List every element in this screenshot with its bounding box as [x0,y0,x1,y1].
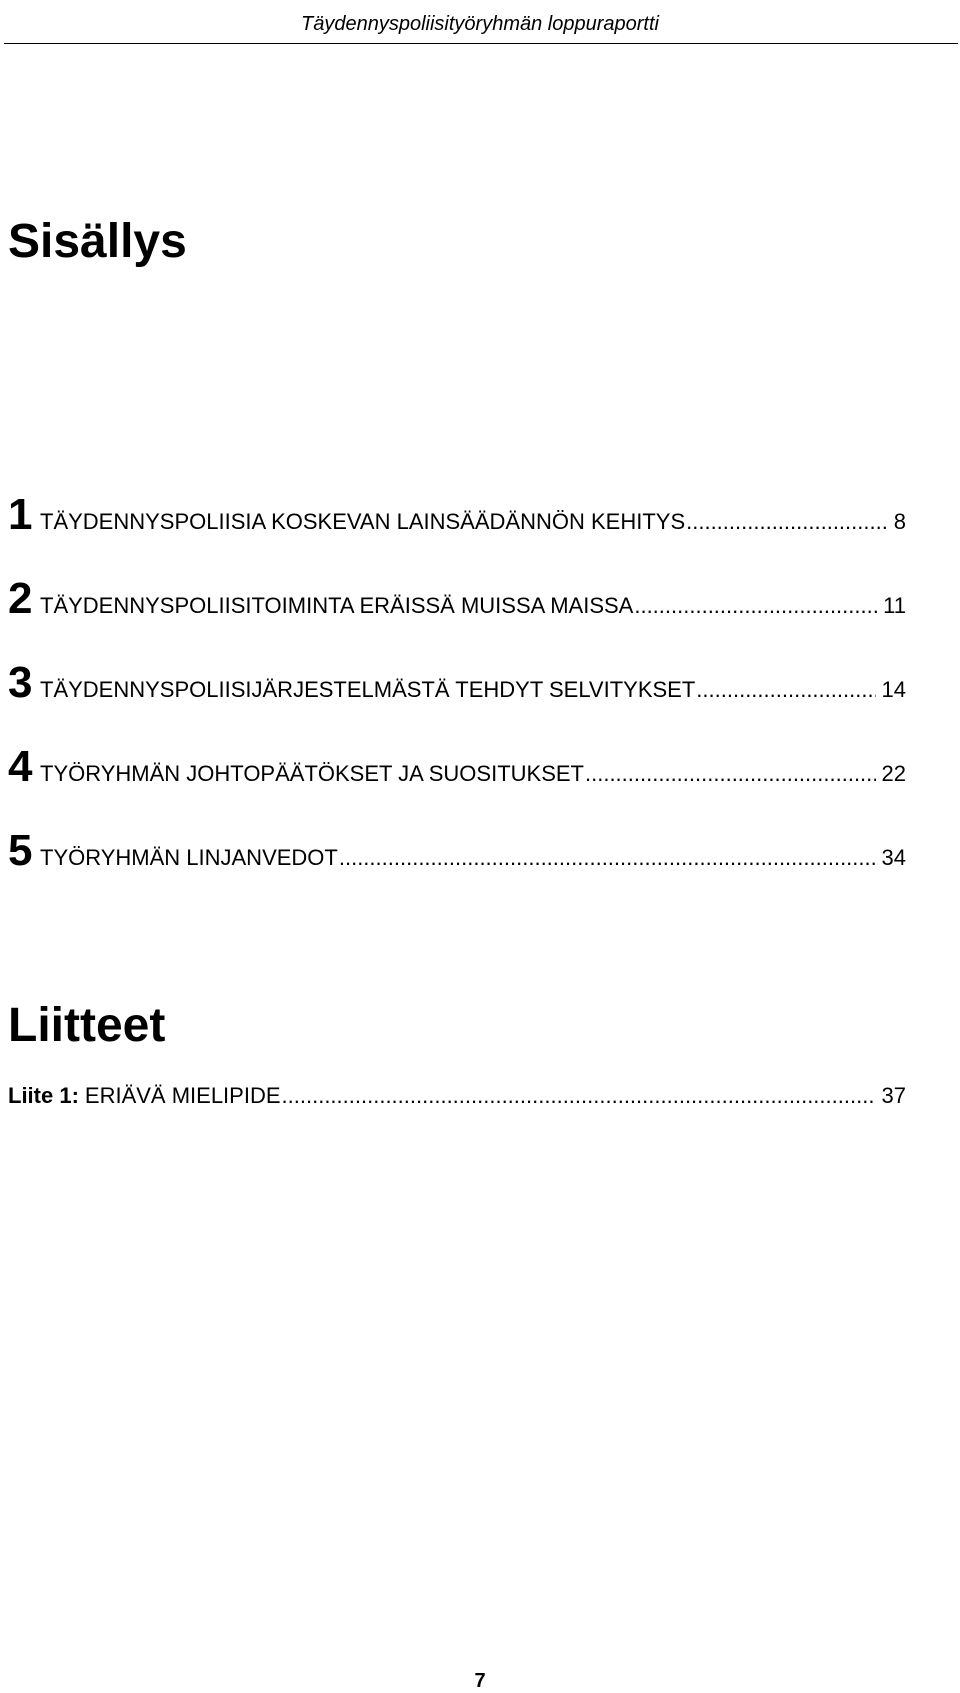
toc-dot-leader [686,509,888,535]
appendix-entry-1[interactable] [8,1082,906,1110]
appendix-title: ERIÄVÄ MIELIPIDE [84,1083,281,1108]
appendix-label: Liite 1: [8,1083,79,1108]
toc-dot-leader [585,761,876,787]
appendices-title: Liitteet [8,999,166,1052]
toc-entry-page: 34 [881,845,906,870]
toc-entry-number: 5 [8,826,33,875]
toc-entry-number: 3 [8,658,33,707]
toc-entry-title: TYÖRYHMÄN JOHTOPÄÄTÖKSET JA SUOSITUKSET [40,761,584,786]
toc-entry-4[interactable] [8,742,906,826]
toc-entry-page: 22 [881,761,906,786]
appendix-page: 37 [881,1083,906,1108]
toc-entry-title: TÄYDENNYSPOLIISIA KOSKEVAN LAINSÄÄDÄNNÖN KEHITYS [40,509,686,534]
toc-entry-page: 14 [881,677,906,702]
toc-dot-leader [696,677,875,703]
appendix-dot-leader [282,1082,876,1110]
toc-entry-title: TÄYDENNYSPOLIISITOIMINTA ERÄISSÄ MUISSA MAISSA [40,593,634,618]
toc-entry-2[interactable] [8,574,906,658]
toc-dot-leader [634,593,877,619]
page-number: 7 [474,1670,486,1692]
toc-entry-title: TYÖRYHMÄN LINJANVEDOT [40,845,338,870]
toc-entry-number: 2 [8,574,33,623]
contents-title: Sisällys [8,215,187,268]
toc-entry-page: 8 [893,509,906,534]
toc-list [8,490,906,910]
toc-dot-leader [339,845,876,871]
toc-entry-3[interactable] [8,658,906,742]
toc-entry-number: 4 [8,742,33,791]
running-header: Täydennyspoliisityöryhmän loppuraportti [301,13,659,35]
toc-entry-page: 11 [883,593,906,618]
toc-entry-title: TÄYDENNYSPOLIISIJÄRJESTELMÄSTÄ TEHDYT SELVITYKSET [40,677,696,702]
toc-entry-number: 1 [8,490,33,539]
header-rule [4,43,958,44]
toc-entry-5[interactable] [8,826,906,910]
toc-entry-1[interactable] [8,490,906,574]
